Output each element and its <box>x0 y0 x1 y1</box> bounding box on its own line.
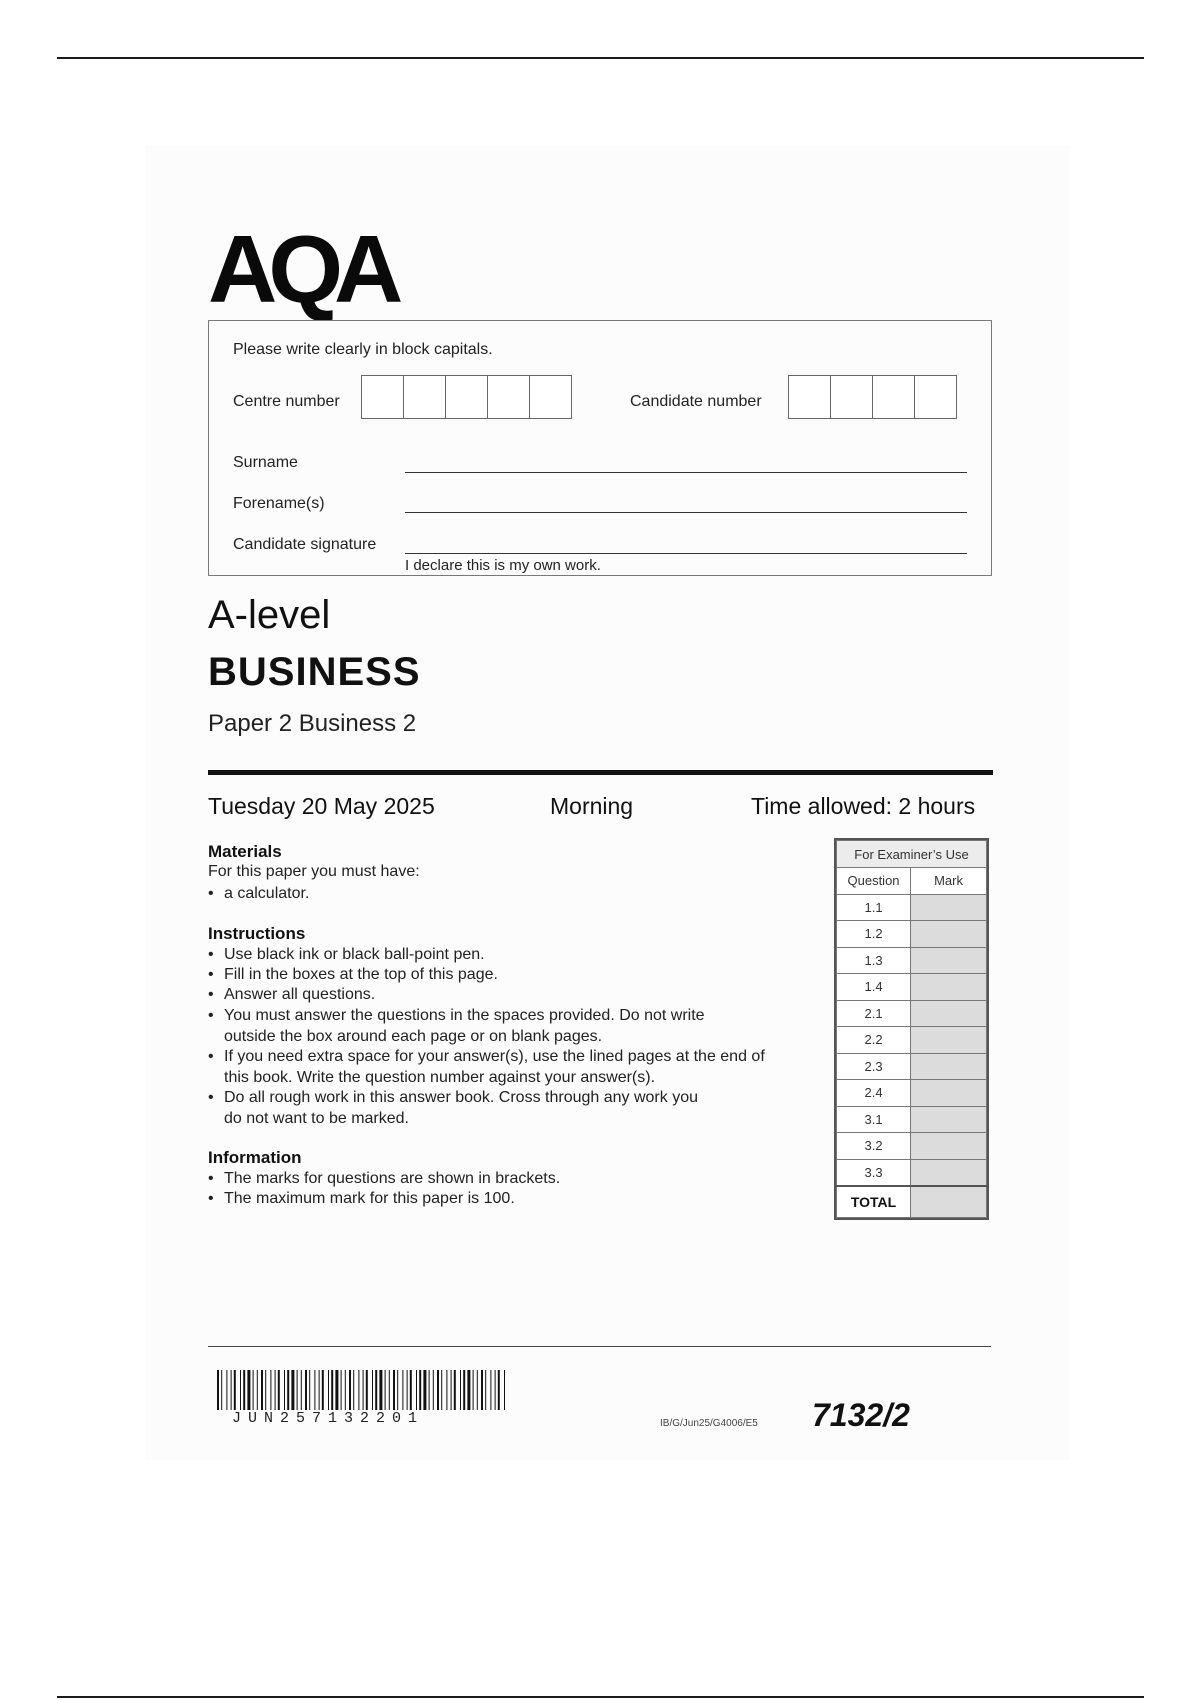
barcode-bar <box>322 1370 324 1410</box>
examiner-table-row <box>837 1000 987 1027</box>
mark-cell <box>911 1106 987 1133</box>
barcode-bar <box>423 1370 426 1410</box>
digit-box[interactable] <box>487 375 530 419</box>
barcode-bar <box>437 1370 439 1410</box>
barcode-bar <box>485 1370 486 1410</box>
mark-cell <box>911 974 987 1001</box>
declaration-text: I declare this is my own work. <box>405 557 601 574</box>
digit-box[interactable] <box>403 375 446 419</box>
barcode-bar <box>379 1370 382 1410</box>
title-divider <box>208 770 993 775</box>
barcode-bar <box>278 1370 280 1410</box>
barcode-bar <box>363 1370 364 1410</box>
footer-divider <box>208 1346 991 1347</box>
barcode-bar <box>433 1370 434 1410</box>
barcode-bar <box>221 1370 222 1410</box>
information-item: • The marks for questions are shown in brackets. <box>208 1170 561 1187</box>
top-divider <box>57 57 1144 59</box>
information-heading: Information <box>208 1148 302 1167</box>
question-number: 2.2 <box>837 1027 911 1054</box>
time-allowed: Time allowed: 2 hours <box>751 793 976 819</box>
bottom-divider <box>57 1696 1144 1698</box>
examiner-table-row <box>837 974 987 1001</box>
mark-cell <box>911 1053 987 1080</box>
examiner-table-row <box>837 1133 987 1160</box>
barcode-bar <box>335 1370 338 1410</box>
examiner-table-row <box>837 921 987 948</box>
examiner-table-row <box>837 894 987 921</box>
barcode-bar <box>240 1370 241 1410</box>
digit-box[interactable] <box>529 375 572 419</box>
qualification-level: A-level <box>208 593 331 637</box>
instruction-item: • Do all rough work in this answer book. Cross through any work you do not want to be marked. <box>208 1089 698 1127</box>
barcode-bar <box>375 1370 377 1410</box>
question-number: 2.4 <box>837 1080 911 1107</box>
barcode-bar <box>257 1370 258 1410</box>
examiner-table-row <box>837 1159 987 1186</box>
barcode-bar <box>490 1370 491 1410</box>
information-item: • The maximum mark for this paper is 100. <box>208 1190 515 1207</box>
question-number: 1.1 <box>837 894 911 921</box>
question-number: 3.3 <box>837 1159 911 1186</box>
examiner-table-title: For Examiner’s Use <box>837 841 987 868</box>
barcode-bar <box>301 1370 302 1410</box>
barcode-bar <box>366 1370 368 1410</box>
question-number: 3.2 <box>837 1133 911 1160</box>
barcode-bar <box>429 1370 430 1410</box>
barcode-number: JUN257132201 <box>232 1410 425 1427</box>
barcode-bar <box>314 1370 315 1410</box>
barcode-bar <box>463 1370 465 1410</box>
barcode-bar <box>291 1370 294 1410</box>
barcode-bar <box>234 1370 236 1410</box>
digit-box[interactable] <box>788 375 831 419</box>
barcode-bar <box>328 1370 329 1410</box>
centre-number-label: Centre number <box>233 393 340 410</box>
mark-column-header: Mark <box>911 868 987 895</box>
materials-item: • a calculator. <box>208 885 310 902</box>
surname-field[interactable] <box>405 472 967 473</box>
block-capitals-instruction: Please write clearly in block capitals. <box>233 341 493 358</box>
digit-box[interactable] <box>445 375 488 419</box>
barcode-bar <box>504 1370 505 1410</box>
mark-cell <box>911 1027 987 1054</box>
barcode-bar <box>275 1370 276 1410</box>
barcode-bar <box>460 1370 461 1410</box>
barcode-bar <box>451 1370 452 1410</box>
question-number: 2.3 <box>837 1053 911 1080</box>
barcode-bar <box>416 1370 417 1410</box>
barcode-bar <box>495 1370 496 1410</box>
materials-heading: Materials <box>208 842 282 861</box>
mark-cell <box>911 1000 987 1027</box>
barcode-bar <box>393 1370 395 1410</box>
barcode-bar <box>407 1370 408 1410</box>
barcode-bar <box>446 1370 447 1410</box>
surname-label: Surname <box>233 454 298 471</box>
barcode-bar <box>265 1370 266 1410</box>
mark-cell <box>911 921 987 948</box>
barcode-bar <box>341 1370 342 1410</box>
mark-cell <box>911 894 987 921</box>
barcode-bar <box>498 1370 500 1410</box>
mark-cell <box>911 1159 987 1186</box>
barcode-bar <box>253 1370 254 1410</box>
exam-date: Tuesday 20 May 2025 <box>208 793 435 819</box>
barcode-bar <box>243 1370 245 1410</box>
barcode-bar <box>477 1370 478 1410</box>
examiner-table-row <box>837 1106 987 1133</box>
barcode-bar <box>454 1370 456 1410</box>
instruction-item: • Answer all questions. <box>208 986 376 1003</box>
barcode-bar <box>397 1370 398 1410</box>
digit-box[interactable] <box>830 375 873 419</box>
instruction-item: • Fill in the boxes at the top of this page. <box>208 966 498 983</box>
question-number: 2.1 <box>837 1000 911 1027</box>
forename-label: Forename(s) <box>233 495 325 512</box>
materials-intro: For this paper you must have: <box>208 863 420 880</box>
barcode-bar <box>419 1370 421 1410</box>
barcode-bar <box>389 1370 390 1410</box>
question-number: 1.3 <box>837 947 911 974</box>
barcode-bar <box>226 1370 227 1410</box>
mark-cell <box>911 1133 987 1160</box>
barcode-bar <box>247 1370 250 1410</box>
barcode-bar <box>345 1370 346 1410</box>
document-reference: IB/G/Jun25/G4006/E5 <box>660 1418 758 1429</box>
barcode-bar <box>217 1370 219 1410</box>
barcode-bar <box>297 1370 298 1410</box>
paper-title: Paper 2 Business 2 <box>208 710 417 737</box>
mark-cell <box>911 947 987 974</box>
barcode-bar <box>353 1370 354 1410</box>
barcode-bar <box>410 1370 412 1410</box>
barcode-bar <box>231 1370 232 1410</box>
exam-session: Morning <box>550 793 634 819</box>
examiner-table-row <box>837 1053 987 1080</box>
examiner-table-row <box>837 1080 987 1107</box>
instruction-item: • If you need extra space for your answer(s), use the lined pages at the end of this book. Write the question number against your answer(s). <box>208 1048 765 1086</box>
mark-cell <box>911 1080 987 1107</box>
barcode-bar <box>309 1370 310 1410</box>
barcode-bar <box>305 1370 307 1410</box>
barcode-bar <box>473 1370 474 1410</box>
question-number: 1.4 <box>837 974 911 1001</box>
examiner-use-table <box>834 838 989 1220</box>
question-column-header: Question <box>837 868 911 895</box>
centre-number-boxes[interactable] <box>362 375 572 419</box>
barcode-bar <box>261 1370 263 1410</box>
aqa-logo: AQA <box>208 216 395 323</box>
digit-box[interactable] <box>914 375 957 419</box>
examiner-table-row <box>837 1027 987 1054</box>
total-label: TOTAL <box>837 1186 911 1218</box>
barcode <box>217 1370 509 1410</box>
barcode-bar <box>349 1370 351 1410</box>
barcode-bar <box>331 1370 333 1410</box>
paper-code: 7132/2 <box>812 1397 910 1433</box>
examiner-table-row <box>837 947 987 974</box>
barcode-bar <box>441 1370 442 1410</box>
subject-title: BUSINESS <box>208 650 421 694</box>
forename-field[interactable] <box>405 512 967 513</box>
question-number: 1.2 <box>837 921 911 948</box>
barcode-bar <box>385 1370 386 1410</box>
question-number: 3.1 <box>837 1106 911 1133</box>
barcode-bar <box>467 1370 470 1410</box>
total-mark-cell <box>911 1186 987 1218</box>
signature-field[interactable] <box>405 553 967 554</box>
barcode-bar <box>287 1370 289 1410</box>
barcode-bar <box>372 1370 373 1410</box>
instructions-heading: Instructions <box>208 924 306 943</box>
barcode-bar <box>319 1370 320 1410</box>
barcode-bar <box>284 1370 285 1410</box>
barcode-bar <box>402 1370 403 1410</box>
barcode-bar <box>270 1370 271 1410</box>
digit-box[interactable] <box>872 375 915 419</box>
candidate-number-label: Candidate number <box>630 393 762 410</box>
candidate-number-boxes[interactable] <box>789 375 957 419</box>
instruction-item: • Use black ink or black ball-point pen. <box>208 946 485 963</box>
instruction-item: • You must answer the questions in the spaces provided. Do not write outside the box around each page or on blank pages. <box>208 1007 705 1045</box>
digit-box[interactable] <box>361 375 404 419</box>
barcode-bar <box>481 1370 483 1410</box>
barcode-bar <box>358 1370 359 1410</box>
signature-label: Candidate signature <box>233 536 377 553</box>
